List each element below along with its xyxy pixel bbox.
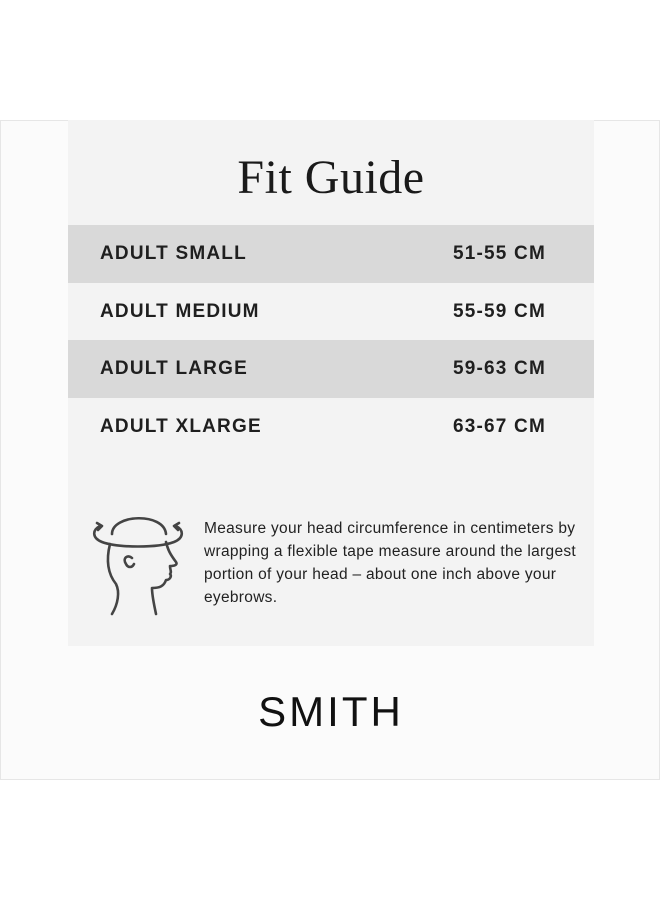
size-range: 63-67 CM <box>452 416 546 437</box>
brand-logo: SMITH <box>258 688 404 735</box>
size-label: ADULT LARGE <box>100 358 248 379</box>
head-measure-icon <box>90 508 186 618</box>
measure-instructions <box>90 508 580 618</box>
size-row-small <box>68 225 594 283</box>
fit-guide-panel <box>68 120 594 735</box>
page-title: Fit Guide <box>237 151 425 204</box>
size-row-medium <box>68 283 594 341</box>
size-label: ADULT SMALL <box>100 243 247 264</box>
size-range: 55-59 CM <box>452 301 546 322</box>
size-row-large <box>68 340 594 398</box>
size-range: 51-55 CM <box>452 243 546 264</box>
size-row-xlarge <box>68 398 594 456</box>
size-range: 59-63 CM <box>452 358 546 379</box>
size-label: ADULT XLARGE <box>100 416 262 437</box>
size-label: ADULT MEDIUM <box>100 301 260 322</box>
instructions-text: Measure your head circumference in centimeters by wrapping a flexible tape measure around the largest portion of your head – about one inch above your eyebrows. <box>204 520 577 606</box>
